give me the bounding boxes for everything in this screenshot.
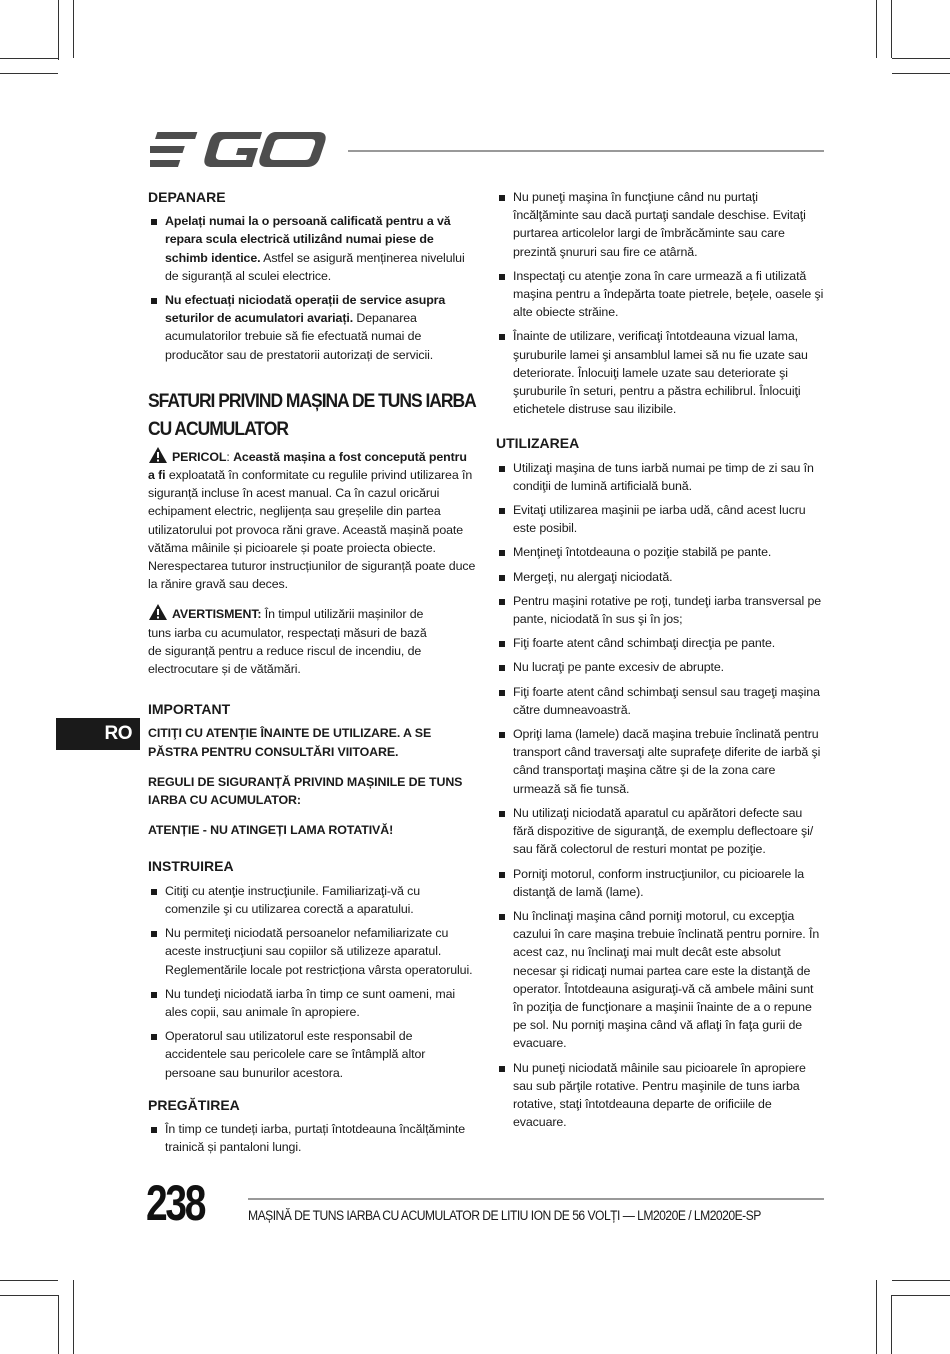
crop-mark (73, 1280, 74, 1354)
instruirea-list (148, 882, 476, 1082)
pregatirea-list (148, 1120, 476, 1156)
pericol-bold-text: Această mașina a fost concepută pentru a fi (148, 449, 467, 483)
crop-mark (0, 1295, 58, 1296)
left-column (148, 188, 476, 1162)
crop-mark (876, 0, 877, 58)
crop-mark (892, 58, 950, 59)
crop-mark (892, 1295, 950, 1296)
section-title-utilizarea: UTILIZAREA (496, 435, 580, 452)
crop-mark (58, 0, 59, 60)
important-line-2: REGULI DE SIGURANȚĂ PRIVIND MAȘINILE DE TUNS IARBA CU ACUMULATOR: (148, 774, 463, 808)
crop-mark (891, 1295, 892, 1354)
crop-mark (0, 58, 58, 59)
avertisment-label: AVERTISMENT: (172, 607, 262, 622)
list-item (148, 212, 476, 285)
pericol-separator: : (226, 449, 234, 464)
crop-mark (73, 0, 74, 58)
crop-mark (892, 73, 950, 74)
list-item: Nu puneţi maşina în funcţiune când nu purtaţi încălţăminte sau dacă purtaţi sandale deschise. Evitaţi purtarea articolelor largi de îmbrăcăminte sau care prezintă şnururi sau fire ce atârnă. (496, 188, 826, 261)
item-text: Depanarea acumulatorilor trebuie să fie efectuată numai de producător sau de prestatorii autorizați de servicii. (165, 311, 434, 362)
list-item: Înainte de utilizare, verificaţi întotdeauna vizual lama, şuruburile lamei şi ansamblul lamei să nu fie uzate sau deteriorate. Înlocuiţi lamele uzate sau deteriorate şi şuruburile în seturi, pentru a păstra echilibrul. Înlocuiţi etichetele distruse sau ilizibile. (496, 327, 826, 418)
list-item: Pentru maşini rotative pe roţi, tundeţi iarba transversal pe pante, niciodată în sus şi în jos; (496, 592, 826, 628)
crop-mark (876, 1280, 877, 1354)
important-line-1: CITIŢI CU ATENŢIE ÎNAINTE DE UTILIZARE. A SE PĂSTRA PENTRU CONSULTĂRI VIITOARE. (148, 726, 432, 759)
list-item: Inspectaţi cu atenţie zona în care urmează a fi utilizată maşina pentru a îndepărta toate pietrele, beţele, oasele şi alte obiecte străine. (496, 267, 826, 322)
item-bold-text: Apelați numai la o persoană calificată pentru a vă repara scula electrică utilizând numai piese de schimb identice. (165, 214, 451, 265)
crop-mark (0, 73, 58, 74)
list-item: Nu înclinaţi maşina când porniţi motorul, cu excepţia cazului în care maşina trebuie înclinată pentru pornire. În acest caz, nu înclinaţi mai mult decât este absolut necesar şi ridicaţi numai partea care este la distanţă de operator. Întotdeauna asiguraţi-vă că ambele mâini sunt în poziţia de funcţionare a maşinii înainte de a o repune pe sol. Nu porniţi maşina când vă aflaţi în faţa gurii de evacuare. (496, 907, 826, 1053)
footer-title: MAȘINĂ DE TUNS IARBA CU ACUMULATOR DE LITIU ION DE 56 VOLȚI — LM2020E / LM2020E-SP (248, 1208, 761, 1223)
list-item: Nu tundeţi niciodată iarba în timp ce sunt oameni, mai ales copii, sau animale în apropiere. (148, 985, 476, 1021)
list-item: Menţineţi întotdeauna o poziţie stabilă pe pante. (496, 543, 826, 561)
page-number: 238 (146, 1175, 205, 1231)
list-item: Opriţi lama (lamele) dacă maşina trebuie înclinată pentru transport când traversaţi alte suprafeţe diferite de iarbă şi când transportaţi maşina către şi de la zona care urmează să fie tunsă. (496, 725, 826, 798)
list-item: Operatorul sau utilizatorul este responsabil de accidentele sau pericolele care se întâmplă altor persoane sau bunurilor acestora. (148, 1027, 476, 1082)
section-title-depanare: DEPANARE (148, 189, 226, 205)
list-item: Fiţi foarte atent când schimbaţi direcţia pe pante. (496, 634, 826, 652)
pregatirea-continued-list (496, 188, 826, 418)
warning-triangle-icon (148, 446, 168, 464)
avertisment-paragraph (148, 603, 438, 678)
footer-rule (248, 1198, 824, 1200)
depanare-list (148, 212, 476, 364)
section-title-pregatirea: PREGĂTIREA (148, 1096, 240, 1113)
list-item: Mergeţi, nu alergaţi niciodată. (496, 568, 826, 586)
section-title-important: IMPORTANT (148, 701, 231, 718)
crop-mark (0, 1280, 58, 1281)
utilizarea-list (496, 459, 826, 1132)
crop-mark (892, 1280, 950, 1281)
right-column (496, 188, 826, 1137)
list-item: Porniţi motorul, conform instrucţiunilor, cu picioarele la distanţă de lamă (lame). (496, 865, 826, 901)
list-item: Nu utilizaţi niciodată aparatul cu apărători defecte sau fără dispozitive de siguranţă, de exemplu deflectoare şi/ sau fără colectorul de resturi montat pe poziţie. (496, 804, 826, 859)
header-rule (348, 150, 824, 152)
list-item: Evitaţi utilizarea maşinii pe iarba udă, când acest lucru este posibil. (496, 501, 826, 537)
item-bold-text: Nu efectuați niciodată operații de service asupra seturilor de acumulatori avariați. (165, 293, 446, 326)
list-item: Citiţi cu atenţie instrucţiunile. Familiarizaţi-vă cu comenzile şi cu utilizarea corectă a aparatului. (148, 882, 476, 918)
list-item: Nu puneţi niciodată mâinile sau picioarele în apropiere sau sub părţile rotative. Pentru maşinile de tuns iarba rotative, staţi întotdeauna departe de orificiile de evacuare. (496, 1059, 826, 1132)
language-tab: RO (56, 718, 140, 750)
list-item: Nu permiteţi niciodată persoanelor nefamiliarizate cu aceste instrucţiuni sau copiilor să utilizeze aparatul. Reglementările locale pot restricționa vârsta operatorului. (148, 924, 476, 979)
section-title-sfaturi: SFATURI PRIVIND MAȘINA DE TUNS IARBA CU ACUMULATOR (148, 390, 476, 440)
important-line-3: ATENȚIE - NU ATINGEȚI LAMA ROTATIVĂ! (148, 823, 394, 838)
crop-mark (891, 0, 892, 58)
avertisment-text: În timpul utilizării mașinilor de tuns iarba cu acumulator, respectați măsuri de bază de siguranță pentru a reduce riscul de incendiu, de electrocutare și de vătămări. (148, 607, 427, 677)
warning-triangle-icon (148, 603, 168, 621)
list-item: Fiţi foarte atent când schimbaţi sensul sau trageţi maşina către dumneavoastră. (496, 683, 826, 719)
list-item: Utilizaţi maşina de tuns iarbă numai pe timp de zi sau în condiţii de lumină artificială bună. (496, 459, 826, 495)
crop-mark (58, 1295, 59, 1354)
pericol-text: exploatată în conformitate cu regulile privind utilizarea în siguranță incluse în acest manual. Ca în cazul oricărui echipament electric, neglijența sau greșelile din partea utilizatorului pot provoca răni grave. Această mașină poate vătăma mâinile și picioarele și poate proiecta obiecte. Nerespectarea tuturor instrucțiunilor de siguranță poate duce la rănire gravă sau deces. (148, 468, 476, 592)
item-text: Astfel se asigură menținerea nivelului de siguranță al sculei electrice. (165, 250, 465, 283)
list-item: Nu lucraţi pe pante excesiv de abrupte. (496, 658, 826, 676)
ego-logo (150, 130, 330, 170)
list-item (148, 291, 476, 364)
pericol-label: PERICOL (172, 449, 227, 464)
pericol-paragraph (148, 446, 476, 594)
list-item: În timp ce tundeți iarba, purtați întotdeauna încălțăminte trainică și pantaloni lungi. (148, 1120, 476, 1156)
section-title-instruirea: INSTRUIREA (148, 858, 234, 875)
